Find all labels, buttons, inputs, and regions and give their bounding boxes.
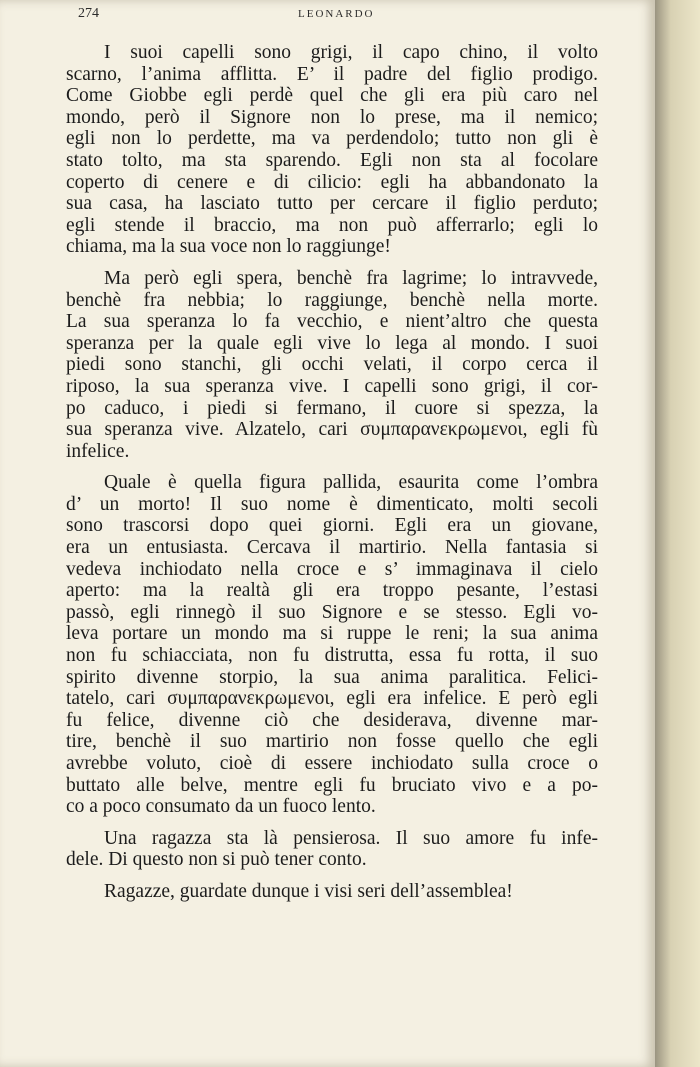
text-line: po caduco, i piedi si fermano, il cuore si spezza, la xyxy=(66,397,598,419)
text-line: d’ un morto! Il suo nome è dimenticato, molti secoli xyxy=(66,493,598,515)
text-line: chiama, ma la sua voce non lo raggiunge! xyxy=(66,236,391,258)
text-line: Quale è quella figura pallida, esaurita come l’ombra xyxy=(104,472,598,494)
text-line: sua casa, ha lasciato tutto per cercare il figlio perduto; xyxy=(66,193,598,215)
text-line: Come Giobbe egli perdè quel che gli era più caro nel xyxy=(66,85,598,107)
text-line: La sua speranza lo fa vecchio, e nient’altro che questa xyxy=(66,311,598,333)
text-line: coperto di cenere e di cilicio: egli ha abbandonato la xyxy=(66,171,598,193)
text-line: speranza per la quale egli vive lo lega al mondo. I suoi xyxy=(66,332,598,354)
text-line: stato tolto, ma sta sparendo. Egli non sta al focolare xyxy=(66,149,598,171)
text-line: passò, egli rinnegò il suo Signore e se stesso. Egli vo- xyxy=(66,601,598,623)
running-head: LEONARDO xyxy=(298,8,375,20)
paragraph xyxy=(66,42,598,258)
text-line: Una ragazza sta là pensierosa. Il suo amore fu infe- xyxy=(104,827,598,849)
page-header xyxy=(0,6,655,26)
page-gutter xyxy=(655,0,700,1067)
text-line: egli stende il braccio, ma non può afferrarlo; egli lo xyxy=(66,214,598,236)
text-line: spirito divenne storpio, la sua anima paralitica. Felici- xyxy=(66,666,598,688)
text-line: tatelo, cari συμπαρανεκρωμενοι, egli era infelice. E però egli xyxy=(66,688,598,710)
text-line: sono trascorsi dopo quei giorni. Egli era un giovane, xyxy=(66,515,598,537)
text-line: scarno, l’anima afflitta. E’ il padre del figlio prodigo. xyxy=(66,63,598,85)
paragraph xyxy=(66,268,598,462)
text-line: tire, benchè il suo martirio non fosse quello che egli xyxy=(66,731,598,753)
text-line: infelice. xyxy=(66,440,130,462)
text-line: Ma però egli spera, benchè fra lagrime; lo intravvede, xyxy=(104,267,598,289)
body-text xyxy=(66,42,598,903)
text-line: Ragazze, guardate dunque i visi seri dell’assemblea! xyxy=(104,880,513,902)
text-line: riposo, la sua speranza vive. I capelli sono grigi, il cor- xyxy=(66,375,598,397)
text-line: aperto: ma la realtà gli era troppo pesante, l’estasi xyxy=(66,580,598,602)
text-line: dele. Di questo non si può tener conto. xyxy=(66,849,367,871)
text-line: piedi sono stanchi, gli occhi velati, il corpo cerca il xyxy=(66,354,598,376)
text-line: egli non lo perdette, ma va perdendolo; tutto non gli è xyxy=(66,128,598,150)
text-line: era un entusiasta. Cercava il martirio. Nella fantasia si xyxy=(66,537,598,559)
text-line: I suoi capelli sono grigi, il capo chino, il volto xyxy=(104,42,598,63)
paragraph xyxy=(66,881,598,903)
text-line: co a poco consumato da un fuoco lento. xyxy=(66,796,376,818)
text-line: fu felice, divenne ciò che desiderava, divenne mar- xyxy=(66,709,598,731)
text-line: non fu schiacciata, non fu distrutta, essa fu rotta, il suo xyxy=(66,645,598,667)
text-line: sua speranza vive. Alzatelo, cari συμπαρανεκρωμενοι, egli fù xyxy=(66,419,598,441)
paragraph xyxy=(66,472,598,818)
paragraph xyxy=(66,828,598,871)
text-line: vedeva inchiodato nella croce e s’ immaginava il cielo xyxy=(66,558,598,580)
text-line: leva portare un mondo ma si ruppe le reni; la sua anima xyxy=(66,623,598,645)
text-line: benchè fra nebbia; lo raggiunge, benchè nella morte. xyxy=(66,289,598,311)
text-line: buttato alle belve, mentre egli fu bruciato vivo e a po- xyxy=(66,774,598,796)
page-number: 274 xyxy=(78,6,99,21)
text-line: avrebbe voluto, cioè di essere inchiodato sulla croce o xyxy=(66,753,598,774)
text-line: mondo, però il Signore non lo prese, ma il nemico; xyxy=(66,106,598,128)
